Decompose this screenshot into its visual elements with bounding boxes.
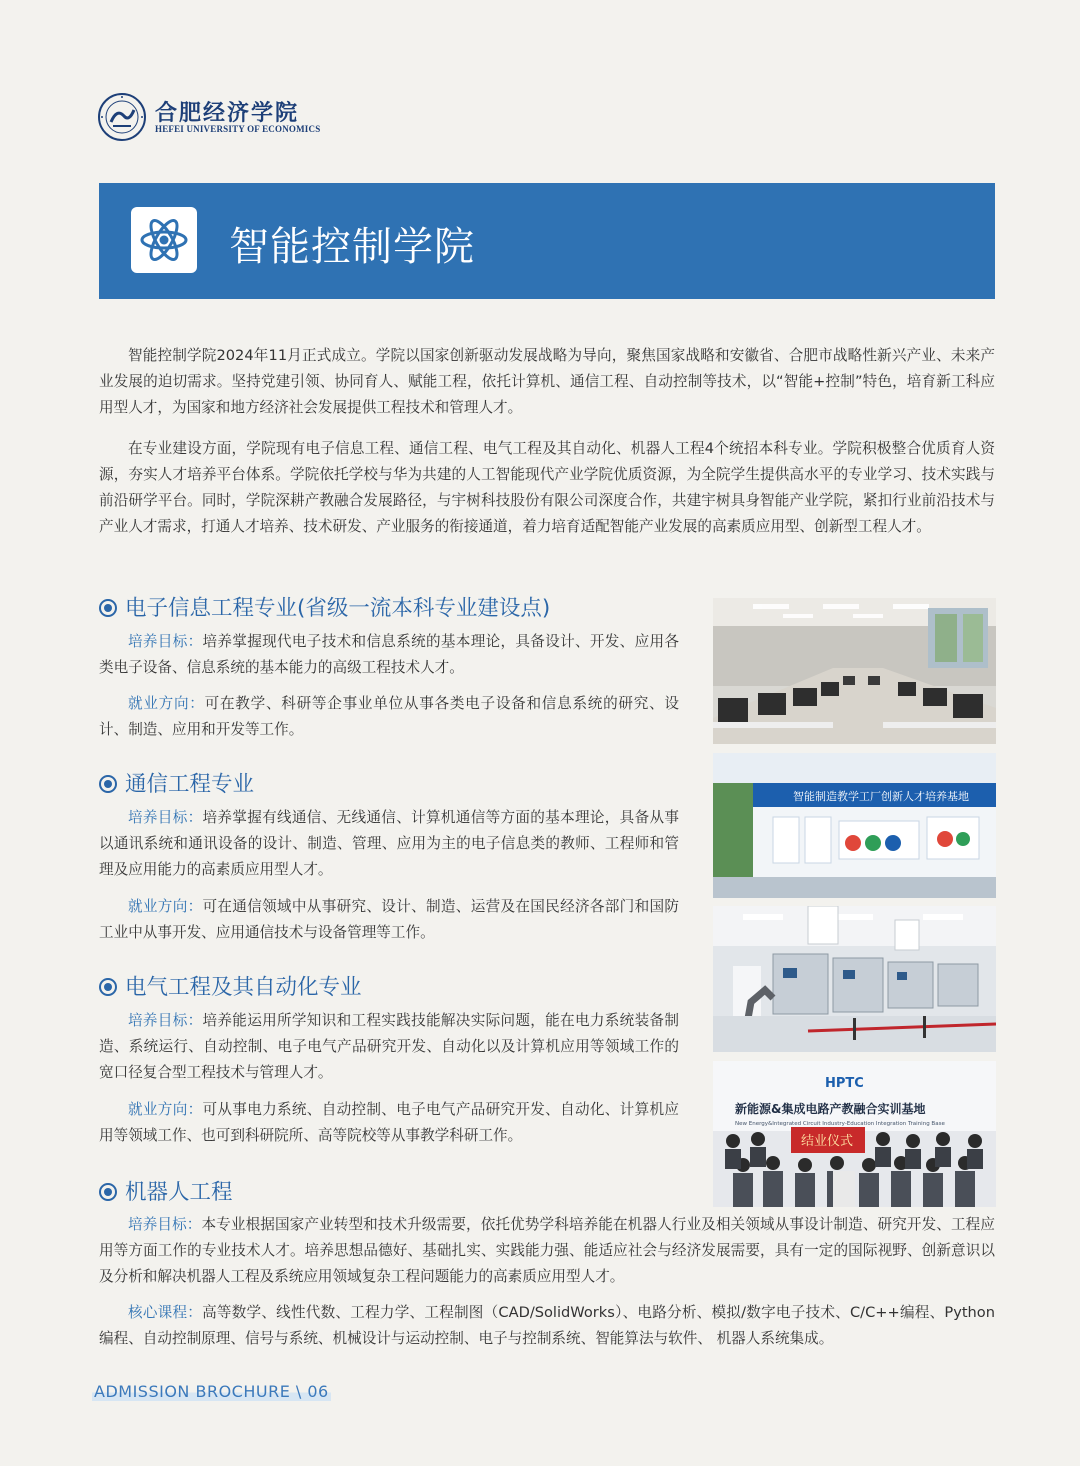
goal-text: 培养能运用所学知识和工程实践技能解决实际问题，能在电力系统装备制造、系统运行、自动控制、电子电气产品研究开发、自动化以及计算机应用等领域工作的宽口径复合型工程技术与管理人才。 (99, 1012, 679, 1081)
bullet-circle-icon (99, 1183, 117, 1201)
bullet-circle-icon (99, 775, 117, 793)
courses-text: 高等数学、线性代数、工程力学、工程制图（CAD/SolidWorks）、电路分析、模拟/数字电子技术、C/C++编程、Python编程、自动控制原理、信号与系统、机械设计与运动控制、电子与控制系统、智能算法与软件、 机器人系统集成。 (99, 1304, 995, 1347)
major-career (99, 894, 679, 946)
major-title: 电子信息工程专业(省级一流本科专业建设点) (125, 596, 551, 621)
goal-text: 本专业根据国家产业转型和技术升级需要，依托优势学科培养能在机器人行业及相关领域从事设计制造、研究开发、工程应用等方面工作的专业技术人才。培养思想品德好、基础扎实、实践能力强、能适应社会与经济发展需要，具有一定的国际视野、创新意识以及分析和解决机器人工程及系统应用领域复杂工程问题能力的高素质应用型人才。 (99, 1216, 995, 1285)
university-seal-icon (97, 92, 147, 142)
major-goal (99, 1008, 679, 1086)
career-text: 可从事电力系统、自动控制、电子电气产品研究开发、自动化、计算机应用等领域工作、也可到科研院所、高等院校等从事教学科研工作。 (99, 1101, 679, 1144)
logo-name-cn: 合肥经济学院 (155, 100, 300, 126)
hptc-brand: HPTC (825, 1076, 864, 1091)
major-goal (99, 629, 679, 681)
goal-label: 培养目标： (128, 1216, 202, 1233)
career-label: 就业方向： (128, 898, 203, 915)
college-banner (99, 183, 995, 299)
university-logo (97, 92, 321, 144)
major-courses (99, 1300, 995, 1352)
page-title: 智能控制学院 (229, 224, 475, 270)
atom-icon (131, 207, 197, 273)
base-title: 新能源&集成电路产教融合实训基地 (735, 1102, 926, 1116)
goal-label: 培养目标： (128, 633, 203, 650)
photo-graduation-group (713, 1061, 996, 1207)
major-heading-robotics (99, 1178, 233, 1208)
courses-label: 核心课程： (128, 1304, 203, 1321)
major-career (99, 691, 679, 743)
base-subtitle: New Energy&Integrated Circuit Industry-Education Integration Training Base (735, 1121, 945, 1127)
photo-automation-lab (713, 906, 996, 1052)
bullet-circle-icon (99, 599, 117, 617)
bullet-circle-icon (99, 978, 117, 996)
major-career (99, 1097, 679, 1149)
goal-text: 培养掌握现代电子技术和信息系统的基本理论，具备设计、开发、应用各类电子设备、信息系统的基本能力的高级工程技术人才。 (99, 633, 679, 676)
career-text: 可在教学、科研等企事业单位从事各类电子设备和信息系统的研究、设计、制造、应用和开发等工作。 (99, 695, 679, 738)
intro-paragraph-1: 智能控制学院2024年11月正式成立。学院以国家创新驱动发展战略为导向，聚焦国家战略和安徽省、合肥市战略性新兴产业、未来产业发展的迫切需求。坚持党建引领、协同育人、赋能工程，依托计算机、通信工程、自动控制等技术，以“智能+控制”特色，培育新工科应用型人才，为国家和地方经济社会发展提供工程技术和管理人才。 (99, 347, 995, 416)
major-title: 通信工程专业 (125, 772, 255, 797)
photo-computer-lab (713, 598, 996, 744)
ceremony-banner: 结业仪式 (801, 1134, 854, 1149)
logo-name-en: HEFEI UNIVERSITY OF ECONOMICS (155, 124, 321, 134)
training-base-sign: 智能制造教学工厂创新人才培养基地 (793, 790, 969, 803)
major-goal (99, 805, 679, 883)
major-title: 机器人工程 (125, 1180, 233, 1205)
major-heading-electrical (99, 973, 362, 1003)
career-text: 可在通信领域中从事研究、设计、制造、运营及在国民经济各部门和国防工业中从事开发、应用通信技术与设备管理等工作。 (99, 898, 679, 941)
goal-label: 培养目标： (128, 1012, 203, 1029)
major-heading-electronic-info (99, 594, 550, 624)
major-goal (99, 1212, 995, 1290)
major-title: 电气工程及其自动化专业 (125, 975, 362, 1000)
brochure-footer: ADMISSION BROCHURE \ 06 (94, 1382, 329, 1401)
career-label: 就业方向： (128, 1101, 203, 1118)
goal-label: 培养目标： (128, 809, 203, 826)
major-heading-communication (99, 770, 254, 800)
career-label: 就业方向： (128, 695, 205, 712)
photo-training-base (713, 753, 996, 898)
intro-paragraph-2: 在专业建设方面，学院现有电子信息工程、通信工程、电气工程及其自动化、机器人工程4个统招本科专业。学院积极整合优质育人资源，夯实人才培养平台体系。学院依托学校与华为共建的人工智能现代产业学院优质资源，为全院学生提供高水平的专业学习、技术实践与前沿研学平台。同时，学院深耕产教融合发展路径，与宇树科技股份有限公司深度合作，共建宇树具身智能产业学院，紧扣行业前沿技术与产业人才需求，打通人才培养、技术研发、产业服务的衔接通道，着力培育适配智能产业发展的高素质应用型、创新型工程人才。 (99, 440, 995, 535)
goal-text: 培养掌握有线通信、无线通信、计算机通信等方面的基本理论，具备从事以通讯系统和通讯设备的设计、制造、管理、应用为主的电子信息类的教师、工程师和管理及应用能力的高素质应用型人才。 (99, 809, 679, 878)
